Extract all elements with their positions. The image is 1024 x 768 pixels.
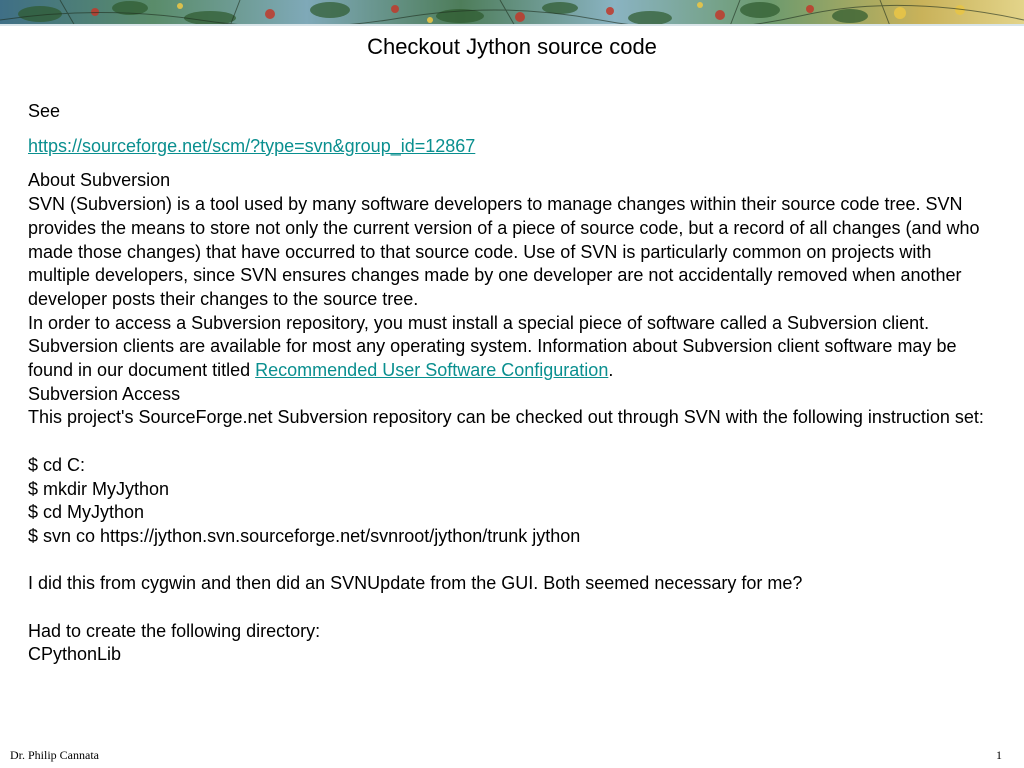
sourceforge-scm-link[interactable]: https://sourceforge.net/scm/?type=svn&group_id=12867 <box>28 135 476 156</box>
access-intro: This project's SourceForge.net Subversion repository can be checked out through SVN with the following instruction set: <box>28 407 984 428</box>
page-number: 1 <box>996 748 1002 762</box>
footer-author: Dr. Philip Cannata <box>10 748 99 762</box>
stained-glass-banner <box>0 0 1024 26</box>
slide-title: Checkout Jython source code <box>367 34 657 59</box>
slide-body <box>28 100 988 667</box>
note-text: I did this from cygwin and then did an SVNUpdate from the GUI. Both seemed necessary for me? <box>28 573 803 594</box>
command-line: $ svn co https://jython.svn.sourceforge.net/svnroot/jython/trunk jython <box>28 525 581 546</box>
see-label: See <box>28 101 61 121</box>
blank-line <box>28 549 988 573</box>
access-paragraph-end: . <box>608 360 614 381</box>
banner-image <box>0 0 1024 26</box>
directory-name: CPythonLib <box>28 644 122 665</box>
directory-intro: Had to create the following directory: <box>28 620 321 641</box>
command-line: $ cd MyJython <box>28 502 145 523</box>
about-paragraph: SVN (Subversion) is a tool used by many software developers to manage changes within their source code tree. SVN provides the means to store not only the current version of a piece of source code, but a record of all changes (and who made those changes) that have occurred to that source code. Use of SVN is particularly common on projects with multiple developers, since SVN ensures changes made by one developer are not accidentally removed when another developer posts their changes to the source tree. <box>28 194 980 309</box>
access-paragraph-text: In order to access a Subversion repository, you must install a special piece of software called a Subversion client. Subversion clients are available for most any operating system. Information about Subversion client software may be found in our document titled <box>28 312 957 381</box>
blank-line <box>28 596 988 620</box>
blank-line <box>28 430 988 454</box>
access-paragraph <box>28 312 988 383</box>
access-heading: Subversion Access <box>28 383 181 404</box>
recommended-software-link[interactable]: Recommended User Software Configuration <box>255 360 609 381</box>
command-line: $ mkdir MyJython <box>28 478 170 499</box>
see-link-line <box>28 135 988 159</box>
command-line: $ cd C: <box>28 454 86 475</box>
about-heading: About Subversion <box>28 170 171 191</box>
